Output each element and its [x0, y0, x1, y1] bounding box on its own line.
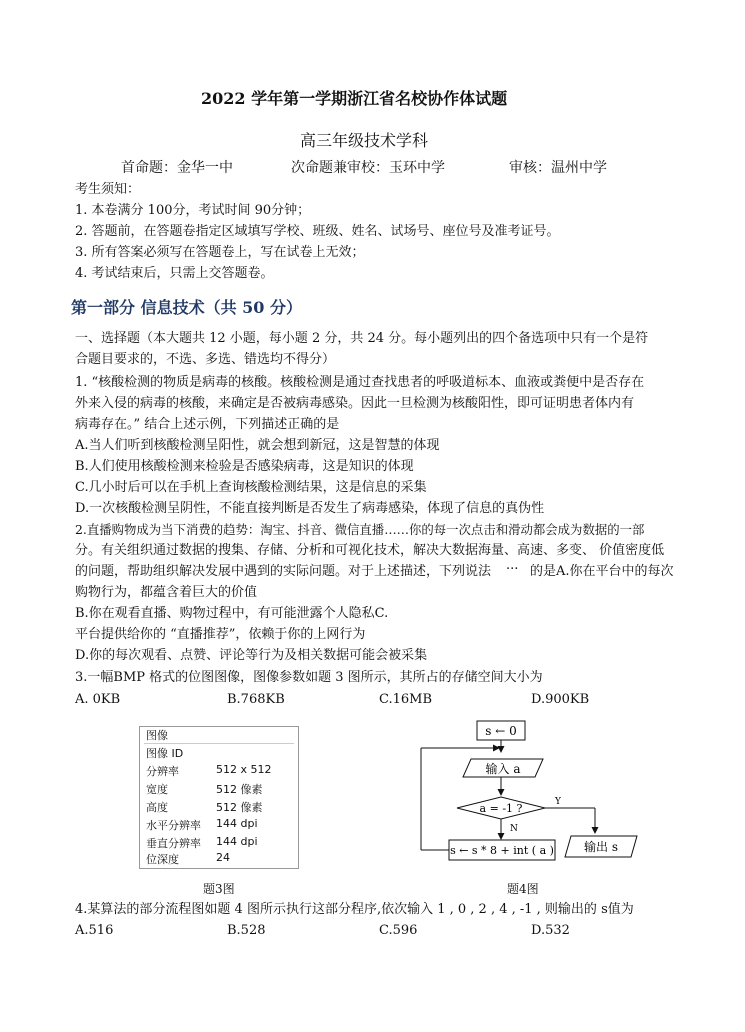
q4-option-c: C.596 — [379, 923, 418, 938]
flow-yes-label: Y — [555, 797, 561, 807]
property-label: 分辨率 — [146, 765, 179, 778]
property-value: 512 x 512 — [216, 763, 272, 776]
q2-blank: ... — [506, 558, 519, 573]
q4-option-b: B.528 — [227, 923, 266, 938]
section-intro: 一、选择题（本大题共 12 小题，每小题 2 分，共 24 分。每小题列出的四个备选项中只有一个是符 — [75, 331, 649, 346]
property-label: 宽度 — [146, 783, 168, 796]
q1-stem: 1. “核酸检测的物质是病毒的核酸。核酸检测是通过查找患者的呼吸道标本、血液或粪便中是否存在 — [75, 375, 645, 390]
q3-stem: 3.一幅BMP 格式的位图图像，图像参数如题 3 图所示，其所占的存储空间大小为 — [75, 670, 543, 685]
flow-update-text: s ← s * 8 + int ( a ) — [450, 844, 554, 857]
property-value: 512 像素 — [216, 801, 263, 814]
part-heading: 第一部分 信息技术（共 50 分） — [71, 298, 302, 317]
reviewer-school: 次命题兼审校：玉环中学 — [291, 160, 445, 176]
notice-item: 2. 答题前，在答题卷指定区域填写学校、班级、姓名、试场号、座位号及准考证号。 — [75, 224, 560, 239]
property-label: 水平分辨率 — [146, 819, 201, 832]
q2-stem: 的问题，帮助组织解决发展中遇到的实际问题。对于上述描述，下列说法 — [75, 564, 492, 579]
notice-item: 3. 所有答案必须写在答题卷上，写在试卷上无效； — [75, 245, 365, 260]
notice-heading: 考生须知： — [75, 182, 141, 197]
q1-stem: 病毒存在。” 结合上述示例，下列描述正确的是 — [75, 417, 340, 432]
q1-stem: 外来入侵的病毒的核酸，来确定是否被病毒感染。因此一旦检测为核酸阳性，即可证明患者体内有 — [75, 396, 635, 411]
property-label: 图像 ID — [146, 747, 184, 760]
property-label: 高度 — [146, 801, 168, 814]
flow-init-text: s ← 0 — [485, 724, 517, 738]
property-value: 24 — [216, 851, 230, 864]
figure3-caption: 题3图 — [203, 882, 235, 896]
property-value: 144 dpi — [216, 835, 258, 848]
q4-option-a: A.516 — [75, 923, 114, 938]
q2-stem: 分。有关组织通过数据的搜集、存储、分析和可视化技术，解决大数据海量、高速、多变、 价值密度低 — [75, 543, 665, 558]
flow-decision-text: a = -1 ? — [479, 802, 523, 815]
q1-option-d: D.一次核酸检测呈阴性，不能直接判断是否发生了病毒感染，体现了信息的真伪性 — [75, 501, 545, 516]
flow-input-text: 输入 a — [485, 762, 521, 776]
q3-option-c: C.16MB — [379, 692, 433, 707]
q2-option-a-cont: 购物行为，都蕴含着巨大的价值 — [75, 585, 258, 600]
q2-option-a: 的是A.你在平台中的每次 — [530, 564, 674, 579]
q2-stem: 2.直播购物成为当下消费的趋势：淘宝、抖音、微信直播……你的每一次点击和滑动都会成为数据的一部 — [75, 522, 645, 537]
exam-subtitle: 高三年级技术学科 — [300, 131, 429, 150]
q3-option-a: A. 0KB — [75, 692, 121, 707]
proposer-school: 首命题：金华一中 — [121, 160, 233, 176]
q4-stem: 4.某算法的部分流程图如题 4 图所示执行这部分程序,依次输入 1 , 0 , 2 , 4 , -1 , 则输出的 s值为 — [75, 902, 634, 917]
property-value: 144 dpi — [216, 817, 258, 830]
exam-title: 2022 学年第一学期浙江省名校协作体试题 — [201, 89, 508, 108]
section-intro: 合题目要求的，不选、多选、错选均不得分） — [75, 352, 336, 367]
q1-option-c: C.几小时后可以在手机上查询核酸检测结果，这是信息的采集 — [75, 480, 427, 495]
flow-output-text: 输出 s — [584, 840, 618, 854]
q4-option-d: D.532 — [531, 923, 570, 938]
image-properties-panel — [139, 726, 299, 869]
flow-no-label: N — [510, 824, 518, 834]
q2-option-c: 平台提供给你的 “直播推荐”，依赖于你的上网行为 — [75, 627, 366, 642]
auditor-school: 审核：温州中学 — [509, 160, 607, 176]
q1-option-b: B.人们使用核酸检测来检验是否感染病毒，这是知识的体现 — [75, 459, 414, 474]
property-label: 位深度 — [146, 853, 179, 866]
q2-option-d: D.你的每次观看、点赞、评论等行为及相关数据可能会被采集 — [75, 648, 428, 663]
q2-option-b: B.你在观看直播、购物过程中，有可能泄露个人隐私C. — [75, 606, 389, 621]
notice-item: 1. 本卷满分 100分，考试时间 90分钟； — [75, 203, 311, 218]
flowchart — [415, 715, 645, 875]
notice-item: 4. 考试结束后，只需上交答题卷。 — [75, 266, 274, 281]
properties-title: 图像 — [146, 729, 168, 742]
q3-option-b: B.768KB — [227, 692, 285, 707]
q1-option-a: A.当人们听到核酸检测呈阳性，就会想到新冠，这是智慧的体现 — [75, 438, 440, 453]
figure4-caption: 题4图 — [507, 882, 539, 896]
property-label: 垂直分辨率 — [146, 837, 201, 850]
property-value: 512 像素 — [216, 783, 263, 796]
q3-option-d: D.900KB — [531, 692, 590, 707]
